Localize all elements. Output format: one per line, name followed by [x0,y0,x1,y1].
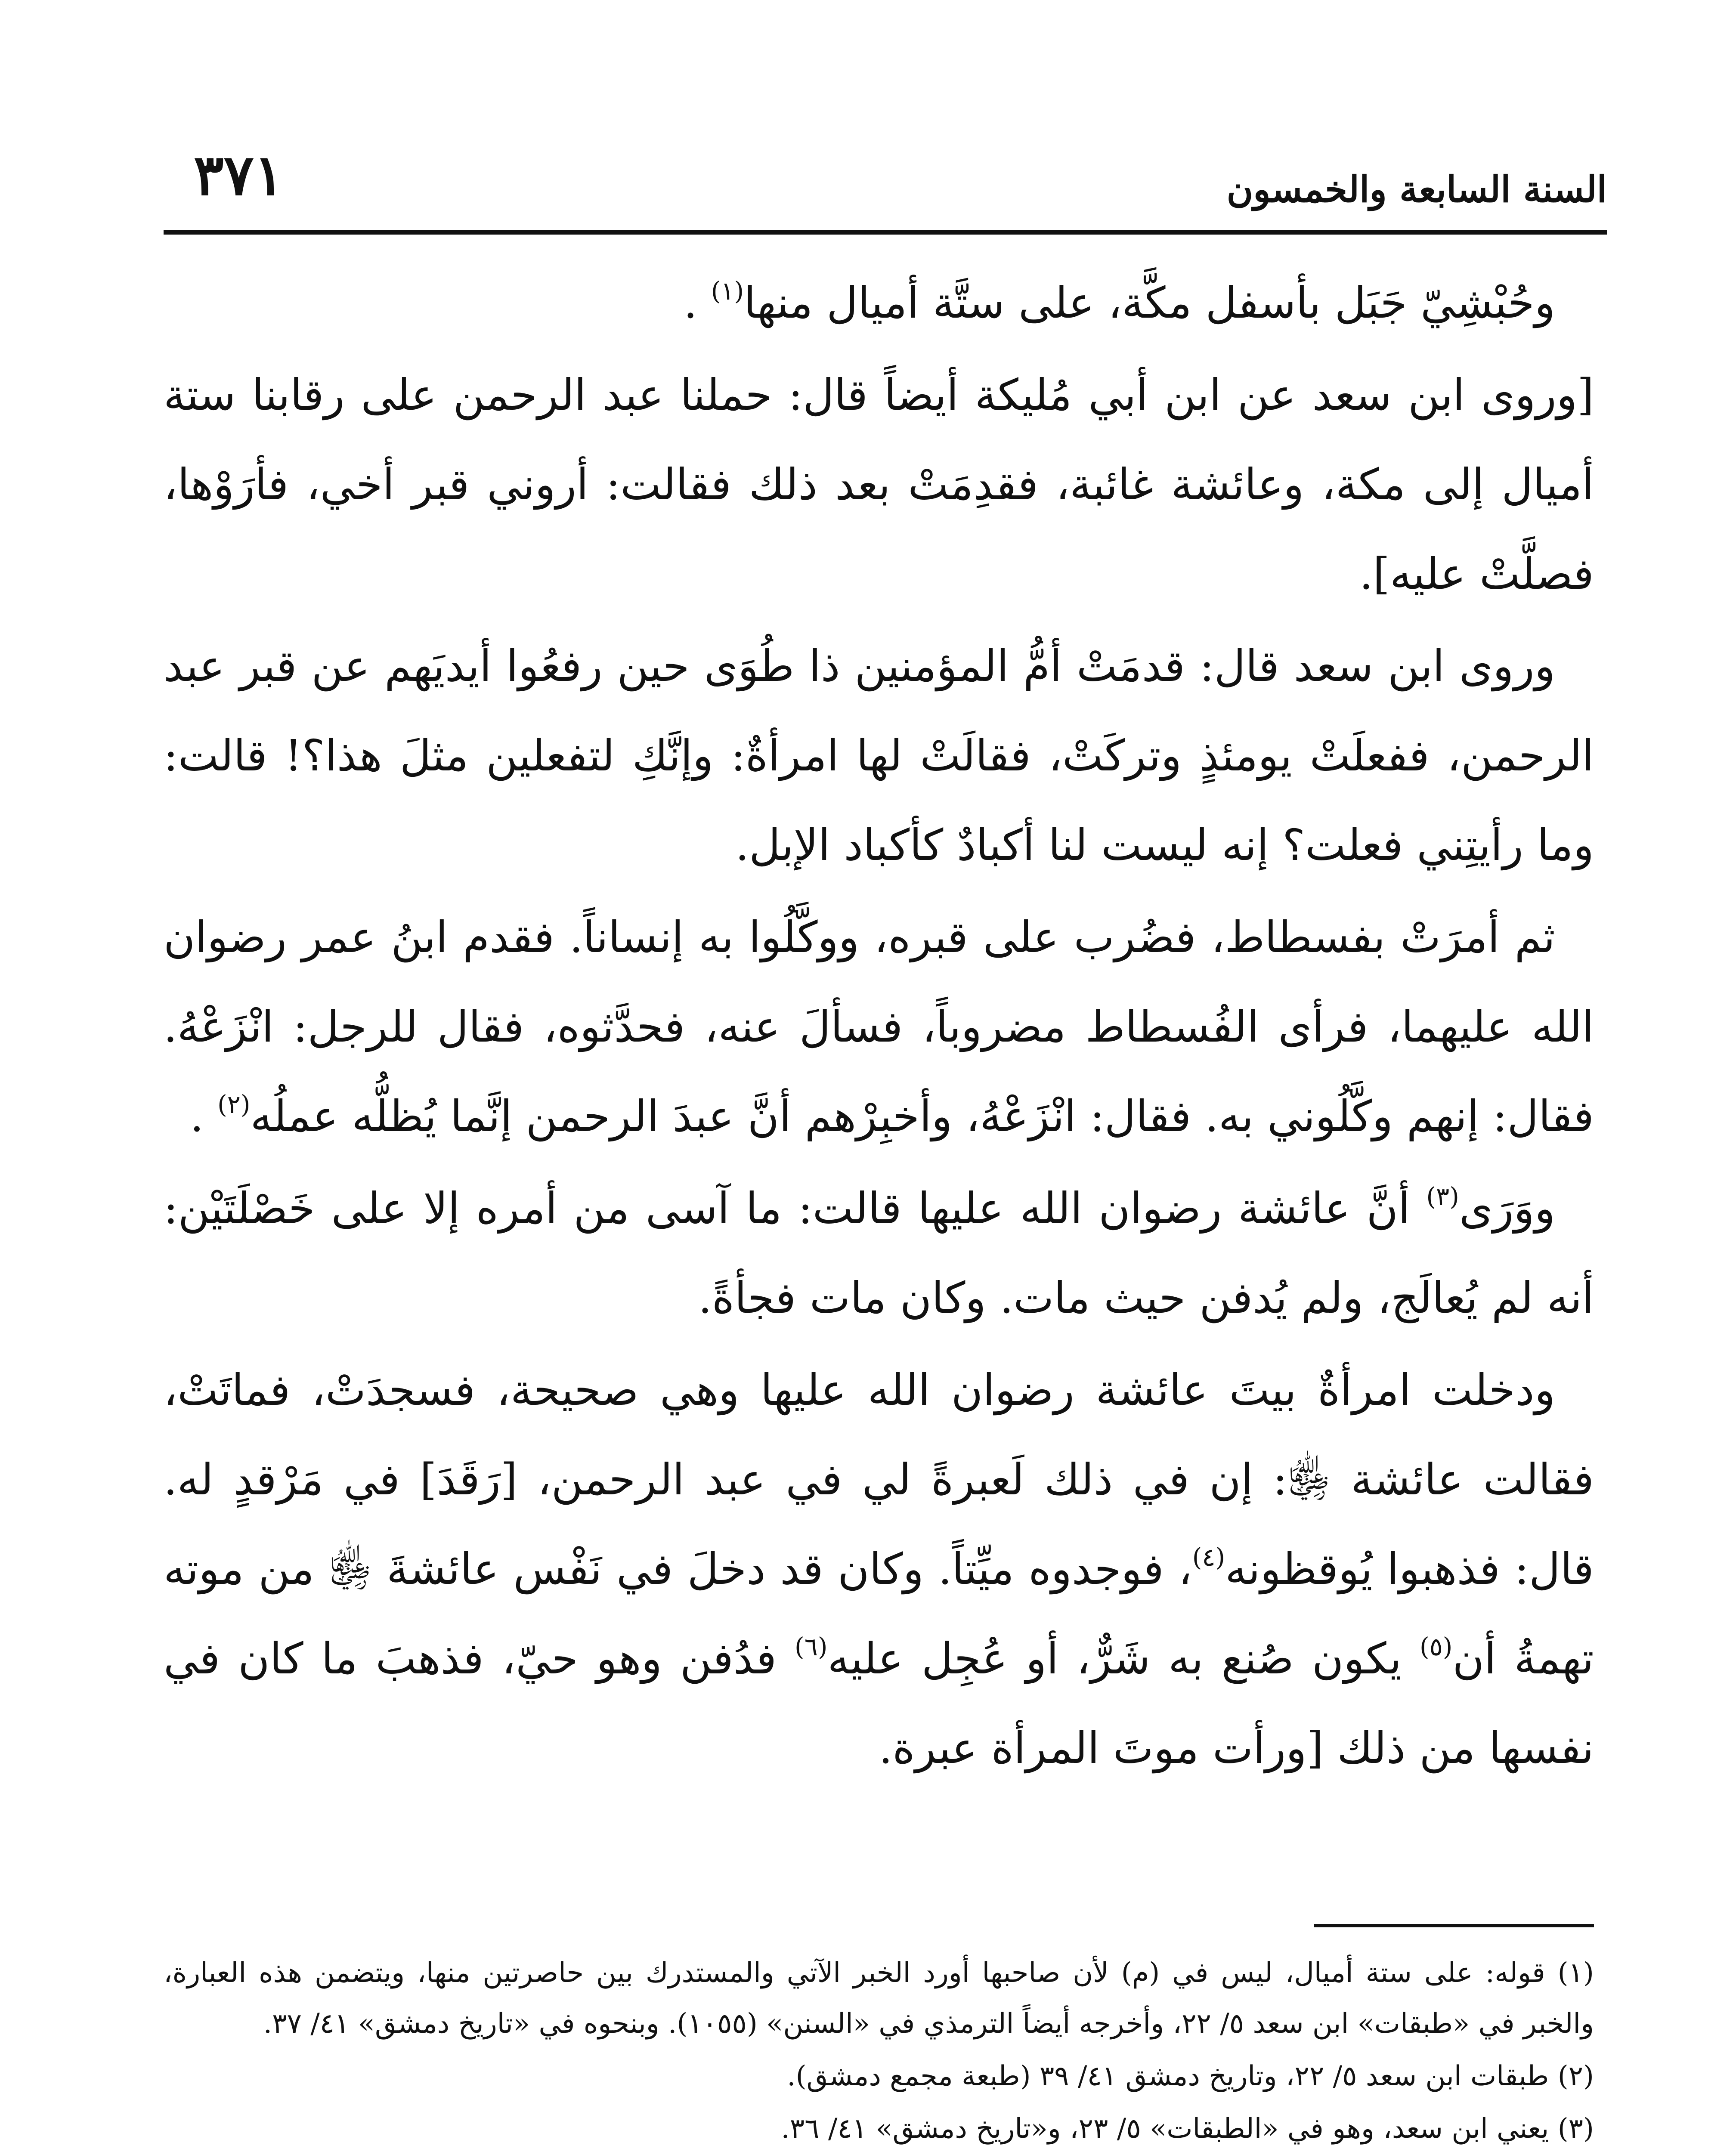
page-number: ٣٧١ [194,142,284,208]
paragraph-text: يكون صُنع به شَرٌّ، أو عُجِل عليه [827,1633,1402,1684]
footnotes [164,1948,1594,2152]
paragraph: وحُبْشِيّ جَبَل بأسفل مكَّة، على ستَّة أميال منها$^{(١)}$ . [684,276,1555,328]
paragraph-text: أنَّ عائشة رضوان الله عليها قالت: ما آسى من أمره إلا على خَصْلَتَيْن: أنه لم يُعالَج، ولم يُدفن حيث مات. وكان مات فجأةً. [164,1183,1594,1323]
paragraph-text: ، فوجدوه ميِّتاً. وكان قد دخلَ في نَفْس عائشةَ ﵂ من موته تهمةُ أن [164,1544,1594,1684]
chapter-title: السنة السابعة والخمسون [1226,168,1607,210]
footnote-marker: (٢) [217,1090,251,1119]
paragraph [164,1345,1594,1793]
footnote: (٣) يعني ابن سعد، وهو في «الطبقات» ٥/ ٢٣، و«تاريخ دمشق» ٤١/ ٣٦. [781,2113,1594,2145]
footnote-marker: (٤) [1192,1543,1225,1572]
paragraph-text: وروى ابن سعد قال: قدمَتْ أمُّ المؤمنين ذا طُوَى حين رفعُوا أيديَهم عن قبر عبد الرحمن، ففعلَتْ يومئذٍ وتركَتْ، فقالَتْ لها امرأةٌ: وإنَّكِ لتفعلين مثلَ هذا؟! قالت: وما رأيتِني فعلت؟ إنه ليست لنا أكبادٌ كأكباد الإبل. [164,641,1594,870]
header-rule [164,230,1607,235]
paragraph-text: ودخلت امرأةٌ بيتَ عائشة رضوان الله عليها وهي صحيحة، فسجدَتْ، فماتَتْ، فقالت عائشة ﵂: إن في ذلك لَعبرةً لي في عبد الرحمن، [رَقَدَ] في مَرْقدٍ له. قال: فذهبوا يُوقظونه [164,1365,1594,1594]
paragraph-text: [وروى ابن سعد عن ابن أبي مُليكة أيضاً قال: حملنا عبد الرحمن على رقابنا ستة أميال إلى مكة، وعائشة غائبة، فقدِمَتْ بعد ذلك فقالت: أروني قبر أخي، فأرَوْها، فصلَّتْ عليه]. [164,370,1594,599]
paragraph [164,350,1594,619]
paragraph [164,621,1594,890]
footnote: (١) قوله: على ستة أميال، ليس في (م) لأن صاحبها أورد الخبر الآتي والمستدرك بين حاصرتين منها، ويتضمن هذه العبارة، والخبر في «طبقات» ابن سعد ٥/ ٢٢، وأخرجه أيضاً الترمذي في «السنن» (١٠٥٥). وبنحوه في «تاريخ دمشق» ٤١/ ٣٧. [164,1957,1594,2040]
footnote-marker: (١) [711,276,744,306]
paragraph-text: ثم أمرَتْ بفسطاط، فضُرب على قبره، ووكَّلُوا به إنساناً. فقدم ابنُ عمر رضوان الله عليهما، فرأى الفُسطاط مضروباً، فسألَ عنه، فحدَّثوه، فقال للرجل: انْزَعْهُ. فقال: إنهم وكَّلُوني به. فقال: انْزَعْهُ، وأخبِرْهم أنَّ عبدَ الرحمن إنَّما يُظلُّه عملُه [164,912,1594,1141]
main-text [164,258,1594,1793]
footnote: (٢) طبقات ابن سعد ٥/ ٢٢، وتاريخ دمشق ٤١/ ٣٩ (طبعة مجمع دمشق). [787,2060,1594,2092]
footnote-marker: (٣) [1426,1182,1459,1211]
paragraph-text: وحُبْشِيّ جَبَل بأسفل مكَّة، على ستَّة أميال منها [744,278,1555,328]
paragraph: ثم أمرَتْ بفسطاط، فضُرب على قبره، ووكَّلُوا به إنساناً. فقدم ابنُ عمر رضوان الله عليهما، فرأى الفُسطاط مضروباً، فسألَ عنه، فحدَّثوه، فقال للرجل: انْزَعْهُ. فقال: إنهم وكَّلُوني به. فقال: انْزَعْهُ، وأخبِرْهم أنَّ عبدَ الرحمن إنَّما يُظلُّه عملُه$^{(٢)}$ . [164,912,1594,1141]
page-header [129,142,1607,215]
paragraph-lead: ووَرَى [1459,1183,1555,1234]
footnote-separator [1314,1924,1594,1927]
footnote-marker: (٥) [1420,1632,1453,1661]
paragraph [164,1164,1594,1343]
paragraph-text: فدُفن وهو حيّ، فذهبَ ما كان في نفسها من ذلك [ورأت موتَ المرأة عبرة. [164,1633,1594,1773]
footnote-marker: (٦) [795,1632,828,1661]
